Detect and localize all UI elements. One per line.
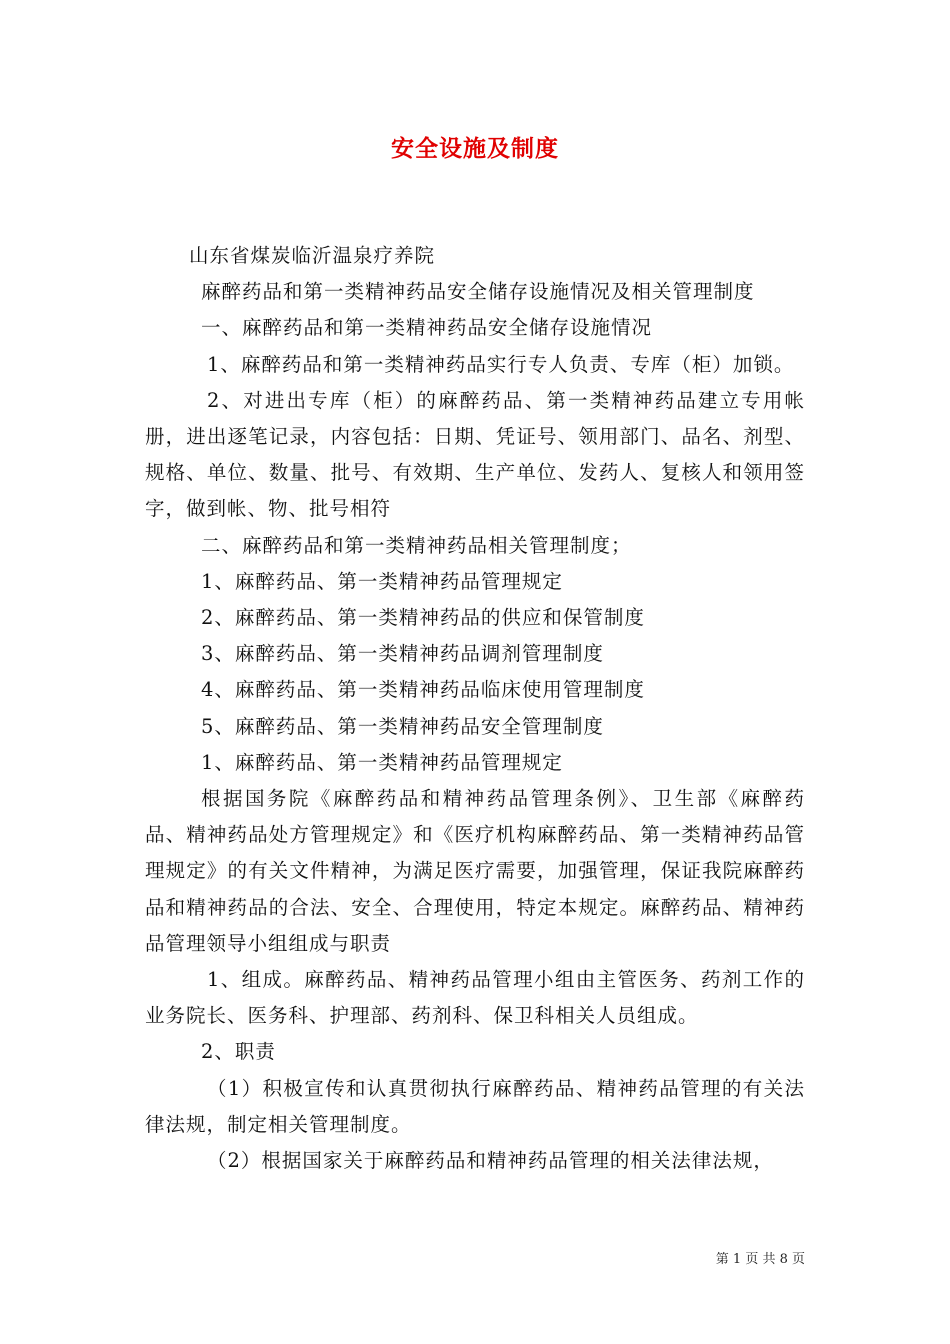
paragraph: 1、麻醉药品、第一类精神药品管理规定 (201, 569, 563, 593)
paragraph: （2）根据国家关于麻醉药品和精神药品管理的相关法律法规， (207, 1149, 774, 1173)
paragraph: 3、麻醉药品、第一类精神药品调剂管理制度 (201, 642, 604, 666)
paragraph: 2、对进出专库（柜）的麻醉药品、第一类精神药品建立专用帐册，进出逐笔记录，内容包括：日期、凭证号、领用部门、品名、剂型、规格、单位、数量、批号、有效期、生产单位、发药人、复核人和领用签字，做到帐、物、批号相符 (145, 388, 805, 521)
page-title: 安全设施及制度 (391, 135, 559, 162)
paragraph: 山东省煤炭临沂温泉疗养院 (189, 244, 436, 267)
paragraph: 5、麻醉药品、第一类精神药品安全管理制度 (201, 714, 604, 738)
paragraph: 根据国务院《麻醉药品和精神药品管理条例》、卫生部《麻醉药品、精神药品处方管理规定》和《医疗机构麻醉药品、第一类精神药品管理规定》的有关文件精神，为满足医疗需要，加强管理，保证我院麻醉药品和精神药品的合法、安全、合理使用，特定本规定。麻醉药品、精神药品管理领导小组组成与职责 (145, 787, 805, 955)
paragraph: 二、麻醉药品和第一类精神药品相关管理制度； (201, 533, 632, 557)
paragraph: （1）积极宣传和认真贯彻执行麻醉药品、精神药品管理的有关法律法规，制定相关管理制度。 (145, 1076, 805, 1136)
paragraph: 1、组成。麻醉药品、精神药品管理小组由主管医务、药剂工作的业务院长、医务科、护理部、药剂科、保卫科相关人员组成。 (145, 968, 805, 1028)
paragraph: 4、麻醉药品、第一类精神药品临床使用管理制度 (201, 678, 645, 702)
paragraph: 2、麻醉药品、第一类精神药品的供应和保管制度 (201, 606, 645, 630)
page-footer: 第 1 页 共 8 页 (715, 1252, 805, 1267)
paragraph: 1、麻醉药品、第一类精神药品管理规定 (201, 750, 563, 774)
paragraph: 一、麻醉药品和第一类精神药品安全储存设施情况 (201, 316, 653, 340)
document-body (145, 238, 805, 1179)
paragraph: 2、职责 (201, 1040, 276, 1064)
paragraph: 1、麻醉药品和第一类精神药品实行专人负责、专库（柜）加锁。 (207, 352, 795, 376)
paragraph: 麻醉药品和第一类精神药品安全储存设施情况及相关管理制度 (201, 280, 755, 304)
